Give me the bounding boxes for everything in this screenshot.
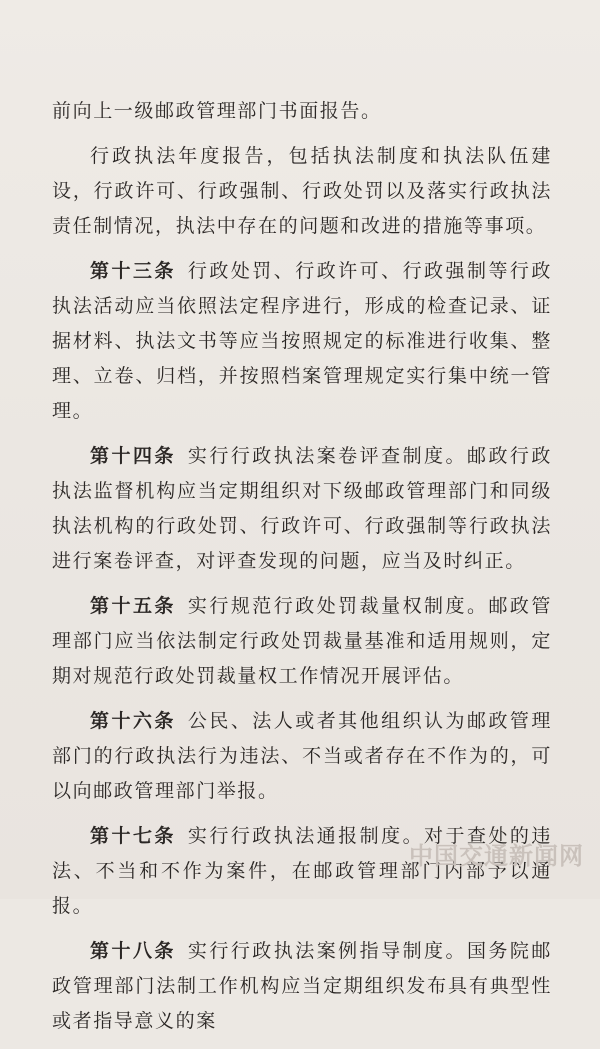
article-number: 第十五条 [90, 595, 176, 617]
article-number: 第十三条 [90, 260, 176, 282]
paragraph-text: 实行行政执法通报制度。对于查处的违法、不当和不作为案件，在邮政管理部门内部予以通报。 [52, 825, 553, 917]
paragraph-text: 行政处罚、行政许可、行政强制等行政执法活动应当依照法定程序进行，形成的检查记录、证据材料、执法文书等应当按照规定的标准进行收集、整理、立卷、归档，并按照档案管理规定实行集中统一管理。 [52, 260, 553, 422]
article-13 [52, 254, 552, 429]
paragraph-text: 前向上一级邮政管理部门书面报告。 [52, 100, 382, 122]
article-18 [52, 934, 552, 1039]
paragraph [52, 139, 552, 244]
regulation-text [52, 94, 552, 1049]
article-number: 第十七条 [90, 825, 176, 847]
article-number: 第十六条 [90, 710, 176, 732]
article-15 [52, 589, 552, 694]
paragraph-text: 实行行政执法案卷评查制度。邮政行政执法监督机构应当定期组织对下级邮政管理部门和同级执法机构的行政处罚、行政许可、行政强制等行政执法进行案卷评查，对评查发现的问题，应当及时纠正。 [52, 445, 553, 572]
article-number: 第十四条 [90, 445, 176, 467]
article-17 [52, 819, 552, 924]
paragraph [52, 94, 552, 129]
paragraph-text: 行政执法年度报告，包括执法制度和执法队伍建设，行政许可、行政强制、行政处罚以及落实行政执法责任制情况，执法中存在的问题和改进的措施等事项。 [52, 145, 552, 237]
watermark: 中国交通新闻网 [409, 842, 584, 870]
article-14 [52, 439, 552, 579]
article-number: 第十八条 [90, 940, 176, 962]
paragraph-text: 公民、法人或者其他组织认为邮政管理部门的行政执法行为违法、不当或者存在不作为的，可以向邮政管理部门举报。 [52, 710, 553, 802]
paragraph-text: 实行规范行政处罚裁量权制度。邮政管理部门应当依法制定行政处罚裁量基准和适用规则，定期对规范行政处罚裁量权工作情况开展评估。 [52, 595, 553, 687]
paragraph-text: 实行行政执法案例指导制度。国务院邮政管理部门法制工作机构应当定期组织发布具有典型性或者指导意义的案 [52, 940, 553, 1032]
article-16 [52, 704, 552, 809]
